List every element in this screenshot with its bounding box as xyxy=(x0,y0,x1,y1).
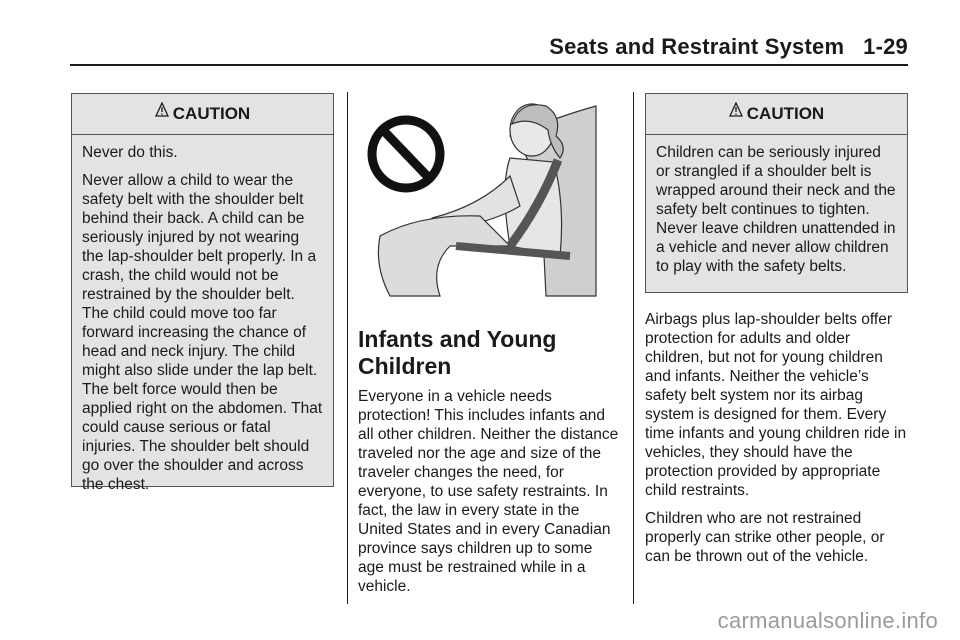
caution-header xyxy=(646,94,907,135)
right-body-text xyxy=(645,310,908,575)
caution-label: CAUTION xyxy=(746,104,825,123)
caution-header xyxy=(72,94,333,135)
child-figure xyxy=(378,104,596,296)
warning-triangle-icon xyxy=(729,102,743,118)
column-divider-2 xyxy=(633,92,634,604)
caution-paragraph: Never do this. xyxy=(82,144,178,161)
body-paragraph: Children who are not restrained properly can strike other people, or can be thrown out of the vehicle. xyxy=(645,510,885,565)
body-paragraph: Airbags plus lap-shoulder belts offer protection for adults and older children, but not for young children and infants. Neither the vehicle’s safety belt system nor its airbag system is designed for them. Every time infants and young children ride in vehicles, they should have the protection provided by appropriate child restraints. xyxy=(645,311,907,499)
watermark: carmanualsonline.info xyxy=(717,608,938,633)
caution-box-right xyxy=(645,93,908,293)
section-heading: Infants and Young Children xyxy=(358,326,557,379)
caution-paragraph: Children can be seriously injured or strangled if a shoulder belt is wrapped around their neck and the safety belt continues to tighten. Never leave children unattended in a vehicle and never allow children to play with the safety belts. xyxy=(656,144,896,275)
caution-body xyxy=(646,135,907,276)
warning-triangle-icon xyxy=(155,102,169,118)
middle-body-text xyxy=(358,387,620,605)
caution-label: CAUTION xyxy=(172,104,251,123)
caution-paragraph: Never allow a child to wear the safety belt with the shoulder belt behind their back. A child can be seriously injured by not wearing the lap-shoulder belt properly. In a crash, the child would not be restrained by the shoulder belt. The child could move too far forward increasing the chance of head and neck injury. The child might also slide under the lap belt. The belt force would then be applied right on the abdomen. That could cause serious or fatal injuries. The shoulder belt should go over the shoulder and across the chest. xyxy=(82,172,323,493)
prohibition-circle-icon xyxy=(372,120,440,188)
caution-body xyxy=(72,135,333,494)
column-divider-1 xyxy=(347,92,348,604)
header-rule xyxy=(70,64,908,66)
page-header-title: Seats and Restraint System 1-29 xyxy=(549,34,908,59)
child-misused-belt-illustration xyxy=(360,96,600,300)
caution-box-left xyxy=(71,93,334,493)
body-paragraph: Everyone in a vehicle needs protection! This includes infants and all other children. Neither the distance traveled nor the age and size of the traveler changes the need, for everyone, to use safety restraints. In fact, the law in every state in the United States and in every Canadian province says children up to some age must be restrained while in a vehicle. xyxy=(358,388,619,595)
